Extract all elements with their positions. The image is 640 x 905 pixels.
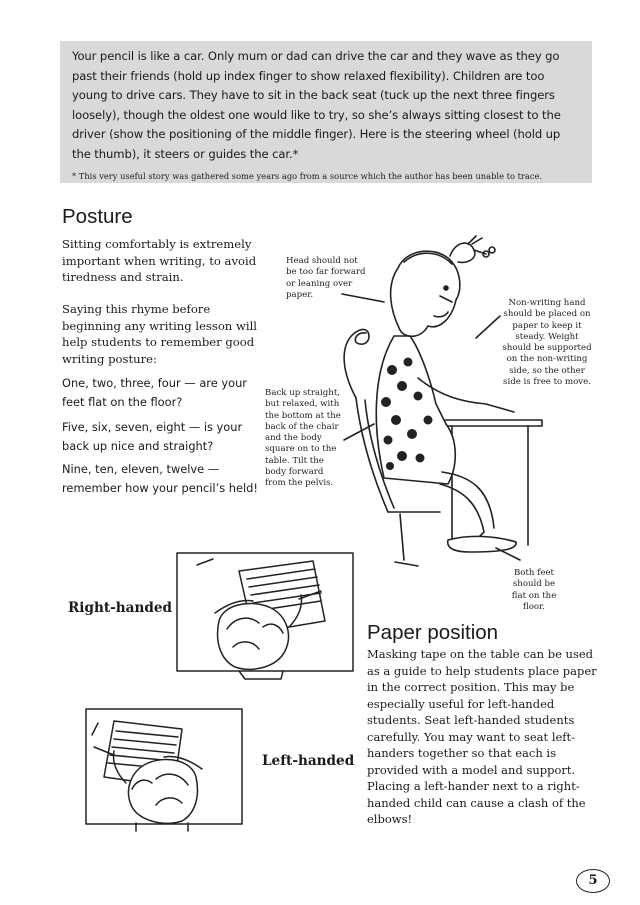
paper-position-body: Masking tape on the table can be used as a guide to help students place paper in the correct position. This may be especially useful for left-handed students. Seat left-handed students carefully. You may want to seat left-handers together so that each is provided with a model and support. Placing a left-hander next to a right-handed child can cause a clash of the elbows!: [367, 647, 597, 826]
head-note: Head should not be too far forward or leaning over paper.: [286, 256, 366, 300]
feet-note: Both feet should be flat on the floor.: [511, 568, 557, 612]
posture-intro: Sitting comfortably is extremely important when writing, to avoid tiredness and strain.: [62, 237, 257, 285]
paper-position-heading: Paper position: [367, 621, 499, 644]
left-handed-label: Left-handed: [262, 753, 355, 769]
page-number: 5: [576, 869, 610, 893]
right-handed-illustration: [175, 551, 355, 681]
right-handed-label: Right-handed: [68, 600, 173, 616]
back-note: Back up straight, but relaxed, with the bottom at the back of the chair and the body square on to the table. Tilt the body forward from the pelvis.: [265, 388, 341, 489]
story-footnote: * This very useful story was gathered some years ago from a source which the author has been unable to trace.: [72, 170, 543, 181]
rhyme-verse: One, two, three, four — are your feet flat on the floor?: [62, 376, 247, 410]
pencil-story: Your pencil is like a car. Only mum or dad can drive the car and they wave as they go past their friends (hold up index finger to show relaxed flexibility). Children are too young to drive cars. They have to sit in the back seat (tuck up the next three fingers loosely), though the oldest one would like to try, so she’s always sitting closest to the driver (show the positioning of the middle finger). Here is the steering wheel (hold up the thumb), it steers or guides the car.*: [72, 49, 561, 161]
left-handed-illustration: [84, 707, 244, 832]
hand-note: Non-writing hand should be placed on paper to keep it steady. Weight should be supported on the non-writing side, so the other side is free to move.: [502, 298, 592, 388]
story-box: [60, 41, 592, 183]
posture-heading: Posture: [62, 205, 133, 228]
rhyme-verse: Five, six, seven, eight — is your back up nice and straight?: [62, 420, 243, 454]
rhyme-verse: Nine, ten, eleven, twelve — remember how your pencil’s held!: [62, 462, 258, 496]
rhyme-intro: Saying this rhyme before beginning any writing lesson will help students to remember good writing posture:: [62, 302, 258, 366]
